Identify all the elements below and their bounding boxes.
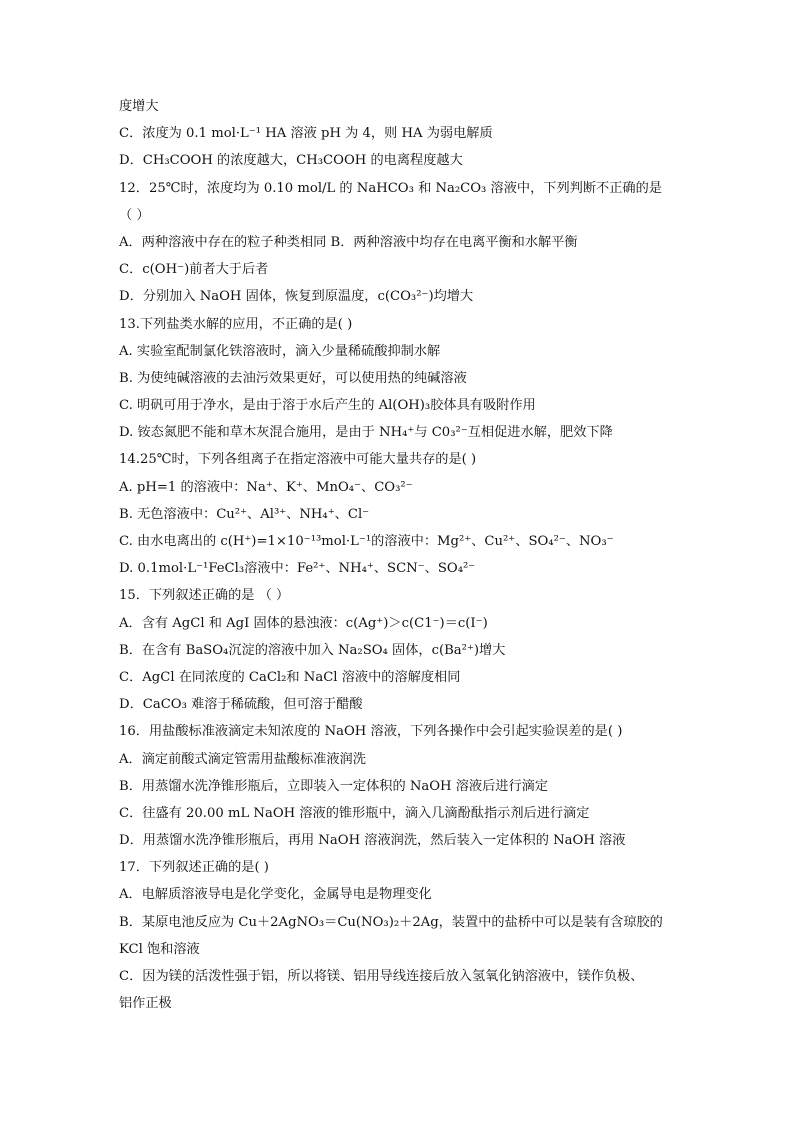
question-16-option-b: B．用蒸馏水洗净锥形瓶后，立即装入一定体积的 NaOH 溶液后进行滴定 <box>119 778 549 794</box>
question-16-option-d: D．用蒸馏水洗净锥形瓶后，再用 NaOH 溶液润洗，然后装入一定体积的 NaOH 溶液 <box>119 833 626 849</box>
question-15-option-b: B．在含有 BaSO₄沉淀的溶液中加入 Na₂SO₄ 固体，c(Ba²⁺)增大 <box>119 642 506 658</box>
option-c-line: C．浓度为 0.1 mol·L⁻¹ HA 溶液 pH 为 4，则 HA 为弱电解质 <box>119 126 493 142</box>
question-12-option-d: D．分别加入 NaOH 固体，恢复到原温度，c(CO₃²⁻)均增大 <box>119 289 474 305</box>
question-16-stem: 16．用盐酸标准液滴定未知浓度的 NaOH 溶液，下列各操作中会引起实验误差的是( ) <box>119 724 623 740</box>
question-16-option-c: C．往盛有 20.00 mL NaOH 溶液的锥形瓶中，滴入几滴酚酞指示剂后进行滴定 <box>119 805 590 821</box>
question-14-option-a: A. pH=1 的溶液中：Na⁺、K⁺、MnO₄⁻、CO₃²⁻ <box>119 479 413 495</box>
question-17-option-a: A．电解质溶液导电是化学变化，金属导电是物理变化 <box>119 887 432 903</box>
question-12-options-ab: A．两种溶液中存在的粒子种类相同 B．两种溶液中均存在电离平衡和水解平衡 <box>119 234 578 250</box>
question-14-option-b: B. 无色溶液中：Cu²⁺、Al³⁺、NH₄⁺、Cl⁻ <box>119 506 370 522</box>
question-16-option-a: A．滴定前酸式滴定管需用盐酸标准液润洗 <box>119 751 366 767</box>
question-17-option-c: C．因为镁的活泼性强于铝，所以将镁、铝用导线连接后放入氢氧化钠溶液中，镁作负极、 <box>119 969 644 984</box>
question-13-option-b: B. 为使纯碱溶液的去油污效果更好，可以使用热的纯碱溶液 <box>119 370 467 386</box>
question-17-option-b: B．某原电池反应为 Cu＋2AgNO₃＝Cu(NO₃)₂＋2Ag，装置中的盐桥中可以是装有含琼胶的 <box>119 914 663 930</box>
question-15-option-c: C．AgCl 在同浓度的 CaCl₂和 NaCl 溶液中的溶解度相同 <box>119 669 461 685</box>
question-17-stem: 17．下列叙述正确的是( ) <box>119 860 269 876</box>
question-12-blank: （ ） <box>119 207 150 223</box>
question-13-option-d: D. 铵态氮肥不能和草木灰混合施用，是由于 NH₄⁺与 C0₃²⁻互相促进水解，肥效下降 <box>119 425 613 441</box>
question-13-option-a: A. 实验室配制氯化铁溶液时，滴入少量稀硫酸抑制水解 <box>119 343 441 359</box>
question-14-stem: 14.25℃时，下列各组离子在指定溶液中可能大量共存的是( ) <box>119 452 477 468</box>
question-15-option-d: D．CaCO₃ 难溶于稀硫酸，但可溶于醋酸 <box>119 697 363 713</box>
question-12-option-c: C．c(OH⁻)前者大于后者 <box>119 262 269 278</box>
option-d-line: D．CH₃COOH 的浓度越大，CH₃COOH 的电离程度越大 <box>119 153 463 169</box>
question-12-stem: 12．25℃时，浓度均为 0.10 mol/L 的 NaHCO₃ 和 Na₂CO₃ 溶液中，下列判断不正确的是 <box>119 180 662 196</box>
question-13-option-c: C. 明矾可用于净水，是由于溶于水后产生的 Al(OH)₃胶体具有吸附作用 <box>119 398 536 414</box>
question-15-stem: 15．下列叙述正确的是 （ ） <box>119 588 290 604</box>
question-13-stem: 13.下列盐类水解的应用，不正确的是( ) <box>119 316 353 332</box>
question-17-option-c-continued: 铝作正极 <box>119 996 172 1012</box>
question-15-option-a: A．含有 AgCl 和 AgI 固体的悬浊液：c(Ag⁺)＞c(C1⁻)＝c(I⁻) <box>119 615 488 631</box>
question-14-option-c: C. 由水电离出的 c(H⁺)=1×10⁻¹³mol·L⁻¹的溶液中：Mg²⁺、Cu²⁺、SO₄²⁻、NO₃⁻ <box>119 534 614 549</box>
page-content <box>119 93 679 1017</box>
question-17-option-b-continued: KCl 饱和溶液 <box>119 941 200 957</box>
question-14-option-d: D. 0.1mol·L⁻¹FeCl₃溶液中：Fe²⁺、NH₄⁺、SCN⁻、SO₄²⁻ <box>119 561 476 577</box>
text-line: 度增大 <box>119 99 159 114</box>
